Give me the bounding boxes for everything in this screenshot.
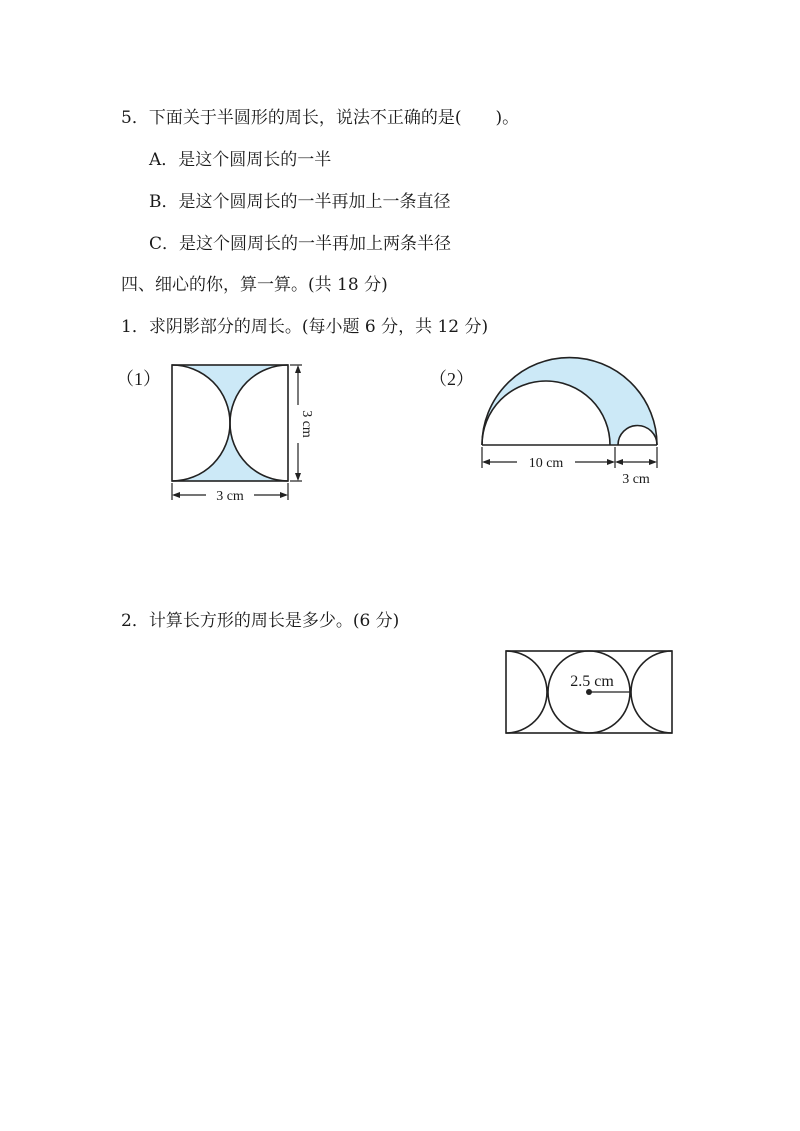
figure-2-label: （2） xyxy=(429,369,474,389)
q5-option-b[interactable]: B．是这个圆周长的一半再加上一条直径 xyxy=(149,192,451,212)
figure-1-label: （1） xyxy=(116,369,161,389)
s4-q2-stem: 2．计算长方形的周长是多少。(6 分) xyxy=(121,611,400,631)
q5-option-c[interactable]: C．是这个圆周长的一半再加上两条半径 xyxy=(149,234,452,254)
figure-1 xyxy=(110,355,330,510)
figure-3 xyxy=(500,645,680,740)
s4-q1-stem: 1．求阴影部分的周长。(每小题 6 分，共 12 分) xyxy=(121,317,489,337)
figure-2-big-label: 10 cm xyxy=(528,456,564,471)
figure-3-radius-label: 2.5 cm xyxy=(570,673,614,690)
figure-3-left-semicircle xyxy=(506,651,547,733)
q5-stem: 5．下面关于半圆形的周长，说法不正确的是( )。 xyxy=(121,108,520,128)
figure-1-width-label: 3 cm xyxy=(216,489,244,504)
figure-2 xyxy=(425,355,675,490)
figure-2-shaded-region xyxy=(482,358,657,445)
q5-option-a[interactable]: A．是这个圆周长的一半 xyxy=(149,150,332,170)
figure-3-right-semicircle xyxy=(631,651,672,733)
figure-2-small-label: 3 cm xyxy=(622,472,650,487)
section4-title: 四、细心的你，算一算。(共 18 分) xyxy=(121,275,388,295)
figure-1-height-label: 3 cm xyxy=(299,410,314,438)
